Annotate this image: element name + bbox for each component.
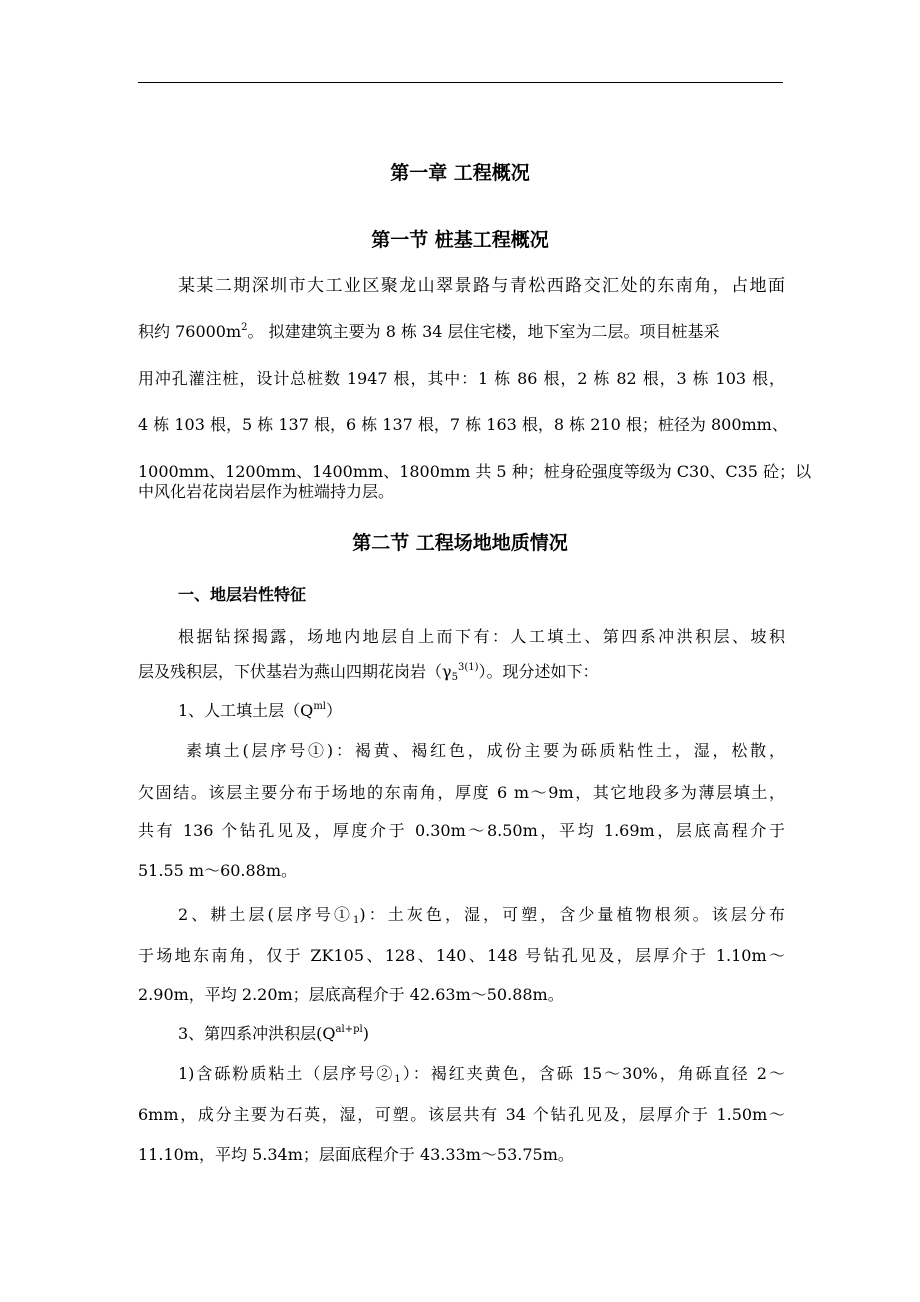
section-title-2: 第二节 工程场地地质情况 xyxy=(352,532,568,554)
header-rule xyxy=(138,82,783,83)
paragraph-line: 11.10m，平均 5.34m；层面底程介于 43.33m～53.75m。 xyxy=(138,1145,574,1164)
subheading: 一、地层岩性特征 xyxy=(178,585,307,604)
paragraph-line: 6mm，成分主要为石英，湿，可塑。该层共有 34 个钻孔见及，层厚介于 1.50m～ xyxy=(138,1105,785,1124)
paragraph-line: 1000mm、1200mm、1400mm、1800mm 共 5 种；桩身砼强度等级为 C30、C35 砼；以 xyxy=(138,462,812,481)
paragraph-line: 中风化岩花岗岩层作为桩端持力层。 xyxy=(138,482,395,501)
paragraph-line: 欠固结。该层主要分布于场地的东南角，厚度 6 m～9m，其它地段多为薄层填土， xyxy=(138,783,785,802)
paragraph-line: 层及残积层，下伏基岩为燕山四期花岗岩$(\gamma_5^{3(1)})$。现分述如下： xyxy=(138,662,599,683)
paragraph-line: 某某二期深圳市大工业区聚龙山翠景路与青松西路交汇处的东南角，占地面 xyxy=(178,276,785,296)
item-title: 1、人工填土层$(Q^{ml})$ xyxy=(178,701,343,720)
paragraph-line: 积约 $76000m^2$。 拟建建筑主要为 8 栋 34 层住宅楼，地下室为二层。项目桩基采 xyxy=(138,322,720,341)
section-title-1: 第一节 桩基工程概况 xyxy=(371,229,549,251)
superscript: 2 xyxy=(241,322,248,333)
paragraph-line: 共有 136 个钻孔见及，厚度介于 0.30m～8.50m，平均 1.69m，层底高程介于 xyxy=(138,821,785,840)
paragraph-line: 4 栋 103 根，5 栋 137 根，6 栋 137 根，7 栋 163 根，8 栋 210 根；桩径为 800mm、 xyxy=(138,415,788,434)
paragraph-line: 素填土(层序号①)：褐黄、褐红色，成份主要为砾质粘性土，湿，松散， xyxy=(186,741,785,760)
paragraph-line: 2.90m，平均 2.20m；层底高程介于 42.63m～50.88m。 xyxy=(138,985,564,1004)
paragraph-line: 用冲孔灌注桩，设计总桩数 1947 根，其中：1 栋 86 根，2 栋 82 根，3 栋 103 根， xyxy=(138,369,785,388)
paragraph-line: 于场地东南角，仅于 ZK105、128、140、148 号钻孔见及，层厚介于 1.10m～ xyxy=(138,946,785,965)
paragraph-line: 51.55 m～60.88m。 xyxy=(138,861,298,880)
chapter-title: 第一章 工程概况 xyxy=(390,162,530,184)
paragraph-line: 2、耕土层(层序号$①_1$)：土灰色，湿，可塑，含少量植物根须。该层分布 xyxy=(178,905,785,926)
paragraph-line: 1)含砾粉质粘土（层序号$②_1$）：褐红夹黄色，含砾 15～30%，角砾直径 2～ xyxy=(178,1064,785,1085)
item-title: 3、第四系冲洪积层$(Q^{al+pl})$ xyxy=(178,1024,369,1043)
paragraph-line: 根据钻探揭露，场地内地层自上而下有：人工填土、第四系冲洪积层、坡积 xyxy=(178,627,785,646)
